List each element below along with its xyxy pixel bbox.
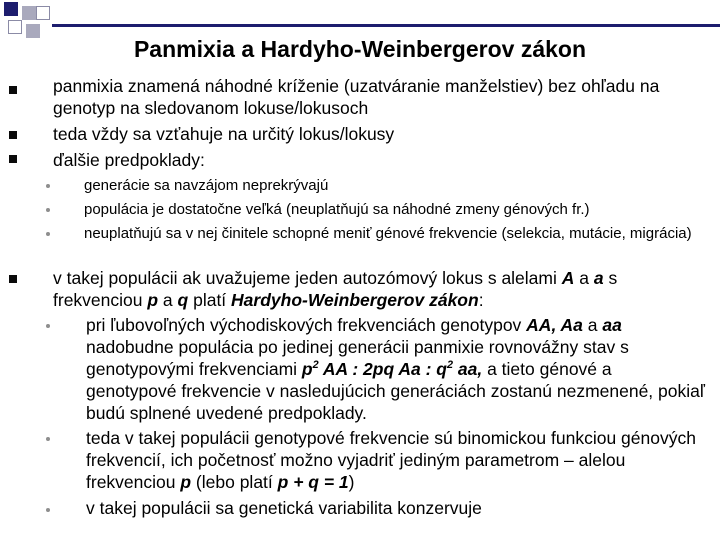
law-name: Hardyho-Weinbergerov zákon — [231, 290, 479, 310]
term-panmixia: panmixia — [53, 76, 124, 96]
bullet-text: a — [574, 268, 594, 288]
equation: p + q = 1 — [277, 472, 349, 492]
bullet-panmixia — [53, 75, 693, 119]
bullet-assumptions — [53, 149, 693, 171]
sub-bullet-text: neuplatňujú sa v nej činitele schopné meniť génové frekvencie (selekcia, mutácie, migrácia) — [84, 225, 692, 242]
formula-part: p — [301, 359, 313, 379]
hw-formula — [302, 359, 482, 379]
sub-bullet-text: pri ľubovoľných východiskových frekvenciách genotypov — [86, 315, 527, 335]
bullet-text: a — [158, 290, 178, 310]
bullet-text: znamená náhodné kríženie (uzatváranie manželstiev) bez ohľadu na genotyp na sledovanom lokuse/lokusoch — [53, 76, 660, 118]
bullet-text: teda vždy sa vzťahuje na určitý lokus/lokusy — [53, 124, 395, 144]
bullet-text: s frekvenciou — [53, 268, 618, 310]
sub-bullet-text: nadobudne populácia po jedinej generácii panmixie rovnovážny stav s genotypovými frekvenciami — [86, 337, 629, 379]
bullet-text: platí — [188, 290, 232, 310]
formula-part: aa, — [453, 359, 483, 379]
sub-bullet-text: (lebo platí — [191, 472, 278, 492]
frequency-symbol: q — [177, 290, 189, 310]
bullet-locus — [53, 123, 693, 145]
frequency-symbol: p — [147, 290, 159, 310]
bullet-marker — [9, 131, 17, 139]
formula-exponent: 2 — [312, 359, 319, 372]
formula-exponent: 2 — [446, 359, 454, 372]
sub-bullet — [84, 224, 709, 243]
formula-part: AA : 2pq Aa : q — [318, 359, 447, 379]
bullet-text: : — [478, 290, 484, 310]
genotype-symbols: aa — [602, 315, 622, 335]
sub-bullet — [84, 176, 709, 195]
sub-bullet-text: populácia je dostatočne veľká (neuplatňujú sa náhodné zmeny génových fr.) — [84, 201, 590, 218]
sub-bullet-text: a tieto génové a genotypové frekvencie v nasledujúcich generáciách zostanú nezmenené, pokiaľ budú splnené uvedené predpoklady. — [86, 359, 705, 423]
bullet-text: ďalšie predpoklady: — [53, 150, 205, 170]
sub-bullet-marker — [46, 437, 50, 441]
sub-bullet-marker — [46, 232, 50, 236]
sub-bullet-variability — [86, 497, 706, 519]
sub-bullet-marker — [46, 508, 50, 512]
sub-bullet-equilibrium — [86, 314, 706, 424]
allele-symbol: A — [561, 268, 575, 288]
genotype-symbols: AA, Aa — [526, 315, 583, 335]
bullet-text: v takej populácii ak uvažujeme jeden autozómový lokus s alelami — [53, 268, 562, 288]
slide-title: Panmixia a Hardyho-Weinbergerov zákon — [133, 36, 587, 62]
bullet-marker — [9, 86, 17, 94]
sub-bullet-text: generácie sa navzájom neprekrývajú — [84, 177, 329, 194]
sub-bullet-text: a — [582, 315, 603, 335]
sub-bullet-text: teda v takej populácii genotypové frekvencie sú binomickou funkciou génových frekvencií, ich početnosť možno vyjadriť jediným parametrom – alelou frekvenciou — [86, 428, 696, 492]
sub-bullet — [84, 200, 709, 219]
sub-bullet-marker — [46, 324, 50, 328]
bullet-marker — [9, 275, 17, 283]
sub-bullet-text: ) — [348, 472, 355, 492]
frequency-symbol: p — [180, 472, 192, 492]
bullet-hardy-weinberg — [53, 267, 693, 311]
sub-bullet-text: v takej populácii sa genetická variabilita konzervuje — [86, 498, 482, 518]
allele-symbol: a — [593, 268, 604, 288]
sub-bullet-marker — [46, 184, 50, 188]
sub-bullet-binomial — [86, 427, 706, 493]
bullet-marker — [9, 155, 17, 163]
sub-bullet-marker — [46, 208, 50, 212]
